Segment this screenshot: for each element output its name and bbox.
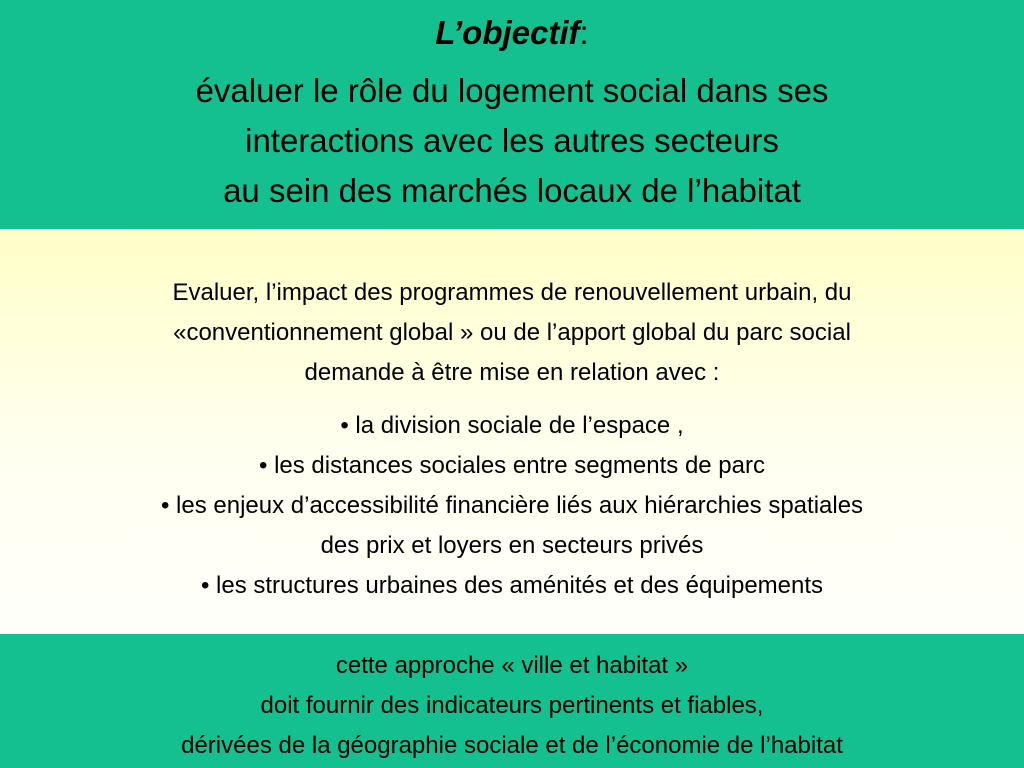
- bullet-item-3-continued: des prix et loyers en secteurs privés: [320, 532, 704, 559]
- objective-line-3: au sein des marchés locaux de l’habitat: [223, 172, 801, 209]
- objective-title: [0, 13, 1024, 53]
- conclusion: [0, 646, 1024, 766]
- intro-line-1: Evaluer, l’impact des programmes de renouvellement urbain, du: [172, 279, 852, 306]
- objective-line-1: évaluer le rôle du logement social dans ses: [195, 72, 829, 109]
- objective-line-2: interactions avec les autres secteurs: [245, 122, 779, 159]
- bullet-list: [0, 406, 1024, 606]
- objective-title-colon: :: [579, 14, 589, 51]
- intro-line-2: «conventionnement global » ou de l’apport global du parc social: [173, 319, 851, 346]
- bullet-item-3: • les enjeux d’accessibilité financière liés aux hiérarchies spatiales: [160, 492, 864, 519]
- conclusion-line-3: dérivées de la géographie sociale et de l’économie de l’habitat: [181, 732, 843, 759]
- objective-title-strong: L’objectif: [435, 14, 580, 51]
- conclusion-line-1: cette approche « ville et habitat »: [335, 652, 689, 679]
- bullet-item-2: • les distances sociales entre segments de parc: [259, 452, 765, 479]
- header-band: [0, 0, 1024, 229]
- footer-band: [0, 634, 1024, 768]
- intro-line-3: demande à être mise en relation avec :: [304, 359, 720, 386]
- bullet-item-1: • la division sociale de l’espace ,: [340, 412, 684, 439]
- content-panel: [0, 229, 1024, 634]
- conclusion-line-2: doit fournir des indicateurs pertinents et fiables,: [260, 692, 764, 719]
- bullet-item-4: • les structures urbaines des aménités et des équipements: [200, 572, 824, 599]
- intro-paragraph: [0, 273, 1024, 393]
- objective-statement: [0, 66, 1024, 216]
